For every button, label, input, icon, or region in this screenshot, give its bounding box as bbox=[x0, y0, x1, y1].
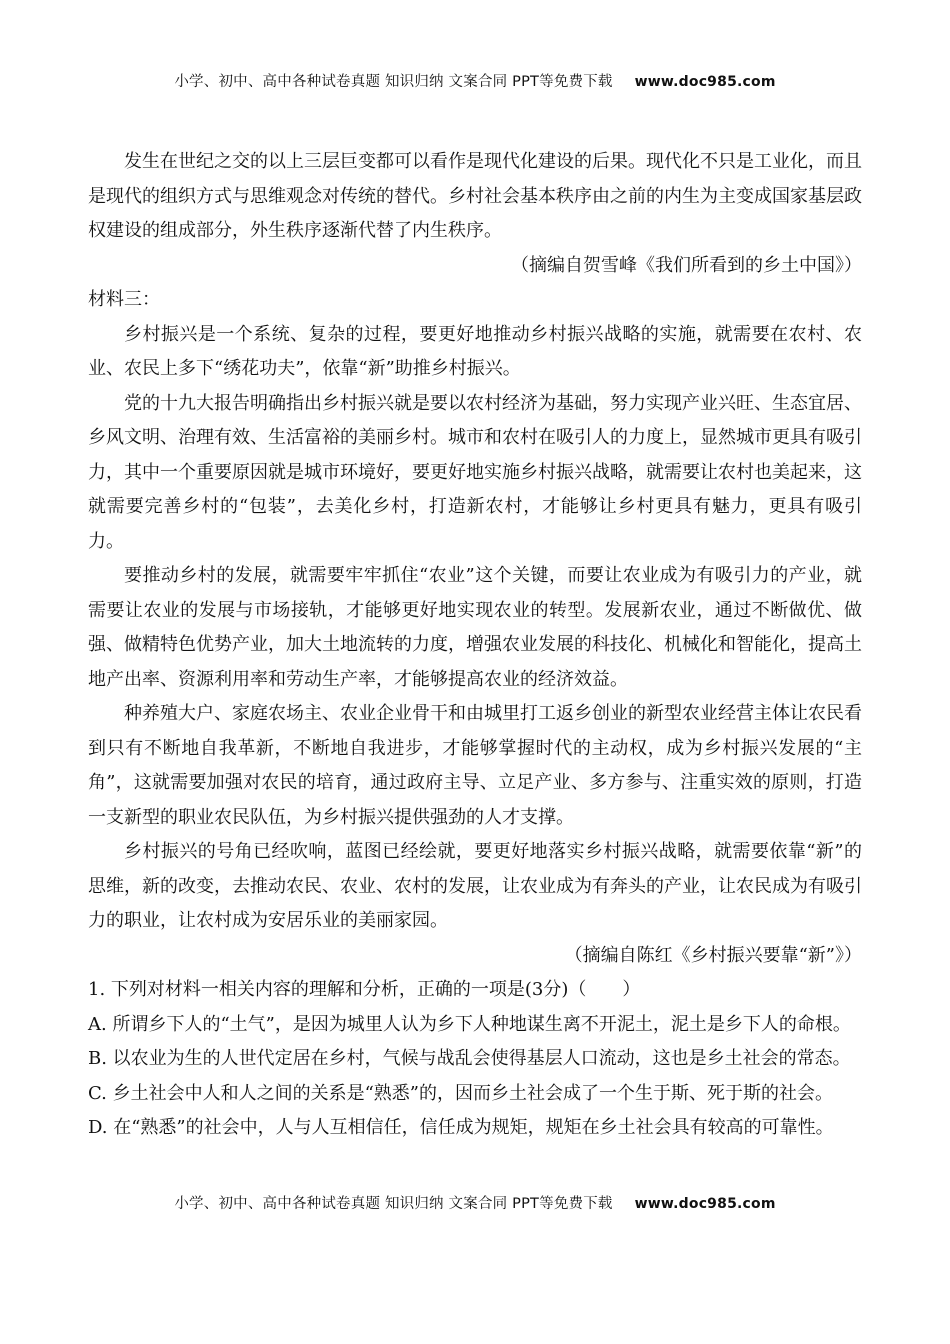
question-stem: 1. 下列对材料一相关内容的理解和分析，正确的一项是(3分)（ ） bbox=[88, 979, 641, 1000]
option-a: A. 所谓乡下人的“土气”，是因为城里人认为乡下人种地谋生离不开泥土，泥土是乡下人的命根。 bbox=[88, 1013, 851, 1035]
material-3-label: 材料三： bbox=[88, 289, 160, 310]
source-citation-1: （摘编自贺雪峰《我们所看到的乡土中国》） bbox=[511, 254, 862, 276]
option-d: D. 在“熟悉”的社会中，人与人互相信任，信任成为规矩，规矩在乡土社会具有较高的可靠性。 bbox=[88, 1117, 834, 1138]
header-text: 小学、初中、高中各种试卷真题 知识归纳 文案合同 PPT等免费下载 bbox=[174, 74, 613, 90]
paragraph-1: 发生在世纪之交的以上三层巨变都可以看作是现代化建设的后果。现代化不只是工业化，而且是现代的组织方式与思维观念对传统的替代。乡村社会基本秩序由之前的内生为主变成国家基层政权建设的组成部分，外生秩序逐渐代替了内生秩序。 bbox=[88, 151, 862, 241]
document-body bbox=[88, 145, 862, 1146]
source-citation-2: （摘编自陈红《乡村振兴要靠“新”》） bbox=[564, 944, 862, 966]
option-b: B. 以农业为生的人世代定居在乡村，气候与战乱会使得基层人口流动，这也是乡土社会的常态。 bbox=[88, 1048, 851, 1069]
header-site-link[interactable]: www.doc985.com bbox=[634, 74, 776, 90]
paragraph-4: 要推动乡村的发展，就需要牢牢抓住“农业”这个关键，而要让农业成为有吸引力的产业，就需要让农业的发展与市场接轨，才能够更好地实现农业的转型。发展新农业，通过不断做优、做强、做精特色优势产业，加大土地流转的力度，增强农业发展的科技化、机械化和智能化，提高土地产出率、资源利用率和劳动生产率，才能够提高农业的经济效益。 bbox=[88, 565, 862, 690]
page-header bbox=[0, 70, 950, 91]
footer-text: 小学、初中、高中各种试卷真题 知识归纳 文案合同 PPT等免费下载 bbox=[174, 1196, 613, 1212]
option-c: C. 乡土社会中人和人之间的关系是“熟悉”的，因而乡土社会成了一个生于斯、死于斯的社会。 bbox=[88, 1082, 833, 1104]
paragraph-2: 乡村振兴是一个系统、复杂的过程，要更好地推动乡村振兴战略的实施，就需要在农村、农业、农民上多下“绣花功夫”，依靠“新”助推乡村振兴。 bbox=[88, 323, 862, 379]
page-footer bbox=[0, 1192, 950, 1213]
footer-site-link[interactable]: www.doc985.com bbox=[634, 1196, 776, 1212]
paragraph-5: 种养殖大户、家庭农场主、农业企业骨干和由城里打工返乡创业的新型农业经营主体让农民看到只有不断地自我革新，不断地自我进步，才能够掌握时代的主动权，成为乡村振兴发展的“主角”，这就需要加强对农民的培育，通过政府主导、立足产业、多方参与、注重实效的原则，打造一支新型的职业农民队伍，为乡村振兴提供强劲的人才支撑。 bbox=[88, 703, 862, 828]
paragraph-6: 乡村振兴的号角已经吹响，蓝图已经绘就，要更好地落实乡村振兴战略，就需要依靠“新”的思维，新的改变，去推动农民、农业、农村的发展，让农业成为有奔头的产业，让农民成为有吸引力的职业，让农村成为安居乐业的美丽家园。 bbox=[88, 841, 862, 931]
paragraph-3: 党的十九大报告明确指出乡村振兴就是要以农村经济为基础，努力实现产业兴旺、生态宜居、乡风文明、治理有效、生活富裕的美丽乡村。城市和农村在吸引人的力度上，显然城市更具有吸引力，其中一个重要原因就是城市环境好，要更好地实施乡村振兴战略，就需要让农村也美起来，这就需要完善乡村的“包装”，去美化乡村，打造新农村，才能够让乡村更具有魅力，更具有吸引力。 bbox=[88, 392, 862, 552]
